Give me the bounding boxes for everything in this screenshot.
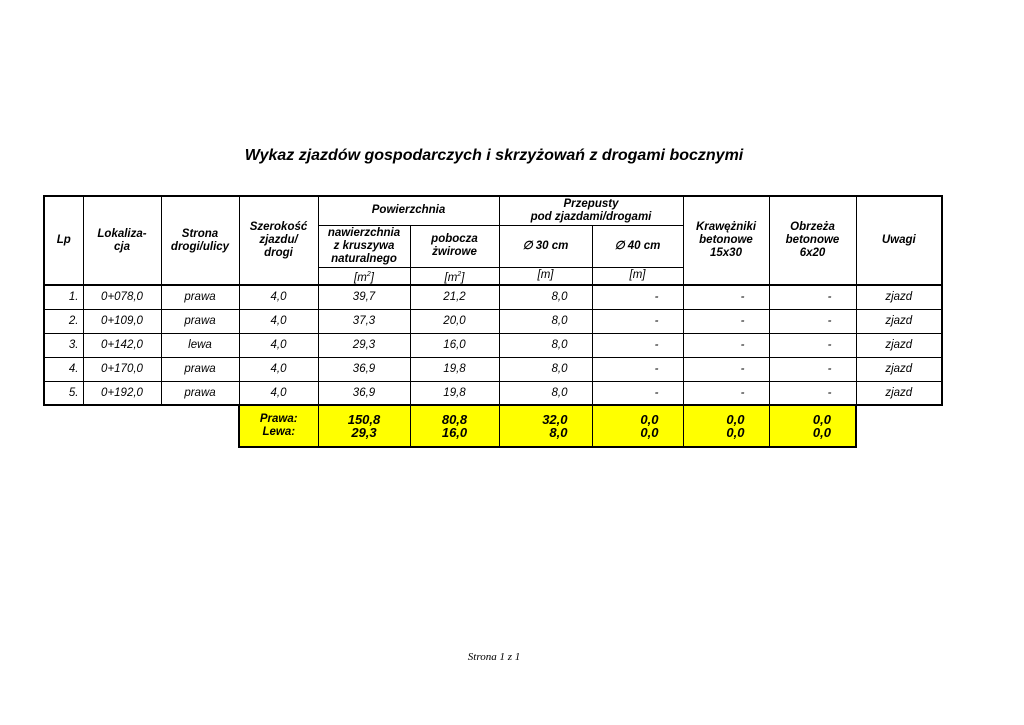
- summary-value: 150,8: [347, 412, 381, 428]
- cell-uwagi: zjazd: [856, 333, 942, 357]
- cell-lp: 2.: [44, 309, 83, 333]
- summary-value: 0,0: [640, 425, 659, 441]
- cell-strona: prawa: [161, 285, 239, 309]
- cell-lokalizacja: 0+170,0: [83, 357, 161, 381]
- cell-nawierzchnia: 36,9: [318, 357, 410, 381]
- cell-strona: prawa: [161, 357, 239, 381]
- cell-krawezniki: -: [683, 285, 769, 309]
- cell-pobocza: 19,8: [410, 381, 499, 405]
- header-fi30: ∅ 30 cm: [499, 225, 592, 267]
- summary-label-prawa: Prawa:: [259, 413, 298, 426]
- summary-value: 16,0: [441, 425, 468, 441]
- cell-uwagi: zjazd: [856, 309, 942, 333]
- cell-fi40: -: [592, 309, 683, 333]
- summary-value: 0,0: [726, 412, 745, 428]
- cell-krawezniki: -: [683, 333, 769, 357]
- cell-szerokosc: 4,0: [239, 309, 318, 333]
- header-obrzeza: Obrzeża betonowe 6x20: [769, 196, 856, 285]
- summary-labels: [239, 405, 318, 447]
- unit-m: [m]: [499, 267, 592, 285]
- cell-obrzeza: -: [769, 357, 856, 381]
- cell-pobocza: 21,2: [410, 285, 499, 309]
- cell-obrzeza: -: [769, 309, 856, 333]
- cell-strona: prawa: [161, 309, 239, 333]
- summary-pobocza: [410, 405, 499, 447]
- cell-pobocza: 20,0: [410, 309, 499, 333]
- header-powierzchnia: Powierzchnia: [318, 196, 499, 225]
- summary-obrzeza: [769, 405, 856, 447]
- cell-fi30: 8,0: [499, 285, 592, 309]
- summary-krawezniki: [683, 405, 769, 447]
- document-title: Wykaz zjazdów gospodarczych i skrzyżowań z drogami bocznymi: [244, 147, 744, 164]
- cell-fi30: 8,0: [499, 381, 592, 405]
- cell-fi40: -: [592, 333, 683, 357]
- summary-fi30: [499, 405, 592, 447]
- cell-lokalizacja: 0+192,0: [83, 381, 161, 405]
- cell-pobocza: 16,0: [410, 333, 499, 357]
- cell-fi30: 8,0: [499, 357, 592, 381]
- cell-fi40: -: [592, 285, 683, 309]
- cell-lp: 3.: [44, 333, 83, 357]
- header-lokalizacja: Lokaliza- cja: [83, 196, 161, 285]
- table-row: [44, 357, 942, 381]
- summary-value: 0,0: [726, 425, 745, 441]
- cell-obrzeza: -: [769, 333, 856, 357]
- cell-fi30: 8,0: [499, 333, 592, 357]
- cell-krawezniki: -: [683, 381, 769, 405]
- unit-m2: $[m^2]$: [318, 267, 410, 285]
- cell-fi30: 8,0: [499, 309, 592, 333]
- summary-nawierzchnia: [318, 405, 410, 447]
- cell-szerokosc: 4,0: [239, 357, 318, 381]
- table-row: [44, 309, 942, 333]
- cell-nawierzchnia: 29,3: [318, 333, 410, 357]
- cell-szerokosc: 4,0: [239, 333, 318, 357]
- cell-uwagi: zjazd: [856, 285, 942, 309]
- cell-uwagi: zjazd: [856, 381, 942, 405]
- table-row: [44, 333, 942, 357]
- summary-value: 0,0: [812, 425, 831, 441]
- header-przepusty: Przepusty pod zjazdami/drogami: [499, 196, 683, 225]
- header-lp: Lp: [44, 196, 83, 285]
- header-strona: Strona drogi/ulicy: [161, 196, 239, 285]
- page-footer: Strona 1 z 1: [467, 651, 521, 663]
- table-row: [44, 285, 942, 309]
- cell-uwagi: zjazd: [856, 357, 942, 381]
- summary-fi40: [592, 405, 683, 447]
- roads-table: [43, 195, 943, 448]
- cell-krawezniki: -: [683, 357, 769, 381]
- header-pobocza: pobocza żwirowe: [410, 225, 499, 267]
- summary-value: 32,0: [542, 412, 568, 428]
- cell-lokalizacja: 0+109,0: [83, 309, 161, 333]
- cell-fi40: -: [592, 381, 683, 405]
- header-szerokosc: Szerokość zjazdu/ drogi: [239, 196, 318, 285]
- cell-nawierzchnia: 39,7: [318, 285, 410, 309]
- cell-obrzeza: -: [769, 381, 856, 405]
- table-row: [44, 381, 942, 405]
- header-nawierzchnia: nawierzchnia z kruszywa naturalnego: [318, 225, 410, 267]
- cell-fi40: -: [592, 357, 683, 381]
- cell-szerokosc: 4,0: [239, 381, 318, 405]
- cell-lokalizacja: 0+078,0: [83, 285, 161, 309]
- data-rows: [44, 285, 942, 405]
- header-krawezniki: Krawężniki betonowe 15x30: [683, 196, 769, 285]
- header-fi40: ∅ 40 cm: [592, 225, 683, 267]
- summary-value: 80,8: [441, 412, 468, 428]
- cell-strona: lewa: [161, 333, 239, 357]
- cell-lp: 5.: [44, 381, 83, 405]
- summary-row: [44, 405, 942, 447]
- summary-value: 8,0: [549, 425, 568, 441]
- summary-label-lewa: Lewa:: [262, 426, 296, 439]
- cell-obrzeza: -: [769, 285, 856, 309]
- cell-pobocza: 19,8: [410, 357, 499, 381]
- cell-nawierzchnia: 37,3: [318, 309, 410, 333]
- cell-lp: 1.: [44, 285, 83, 309]
- cell-lp: 4.: [44, 357, 83, 381]
- cell-szerokosc: 4,0: [239, 285, 318, 309]
- cell-krawezniki: -: [683, 309, 769, 333]
- unit-m2: $[m^2]$: [410, 267, 499, 285]
- unit-m: [m]: [592, 267, 683, 285]
- header-uwagi: Uwagi: [856, 196, 942, 285]
- cell-nawierzchnia: 36,9: [318, 381, 410, 405]
- cell-strona: prawa: [161, 381, 239, 405]
- summary-value: 0,0: [812, 412, 831, 428]
- summary-value: 29,3: [351, 425, 377, 441]
- summary-value: 0,0: [640, 412, 659, 428]
- cell-lokalizacja: 0+142,0: [83, 333, 161, 357]
